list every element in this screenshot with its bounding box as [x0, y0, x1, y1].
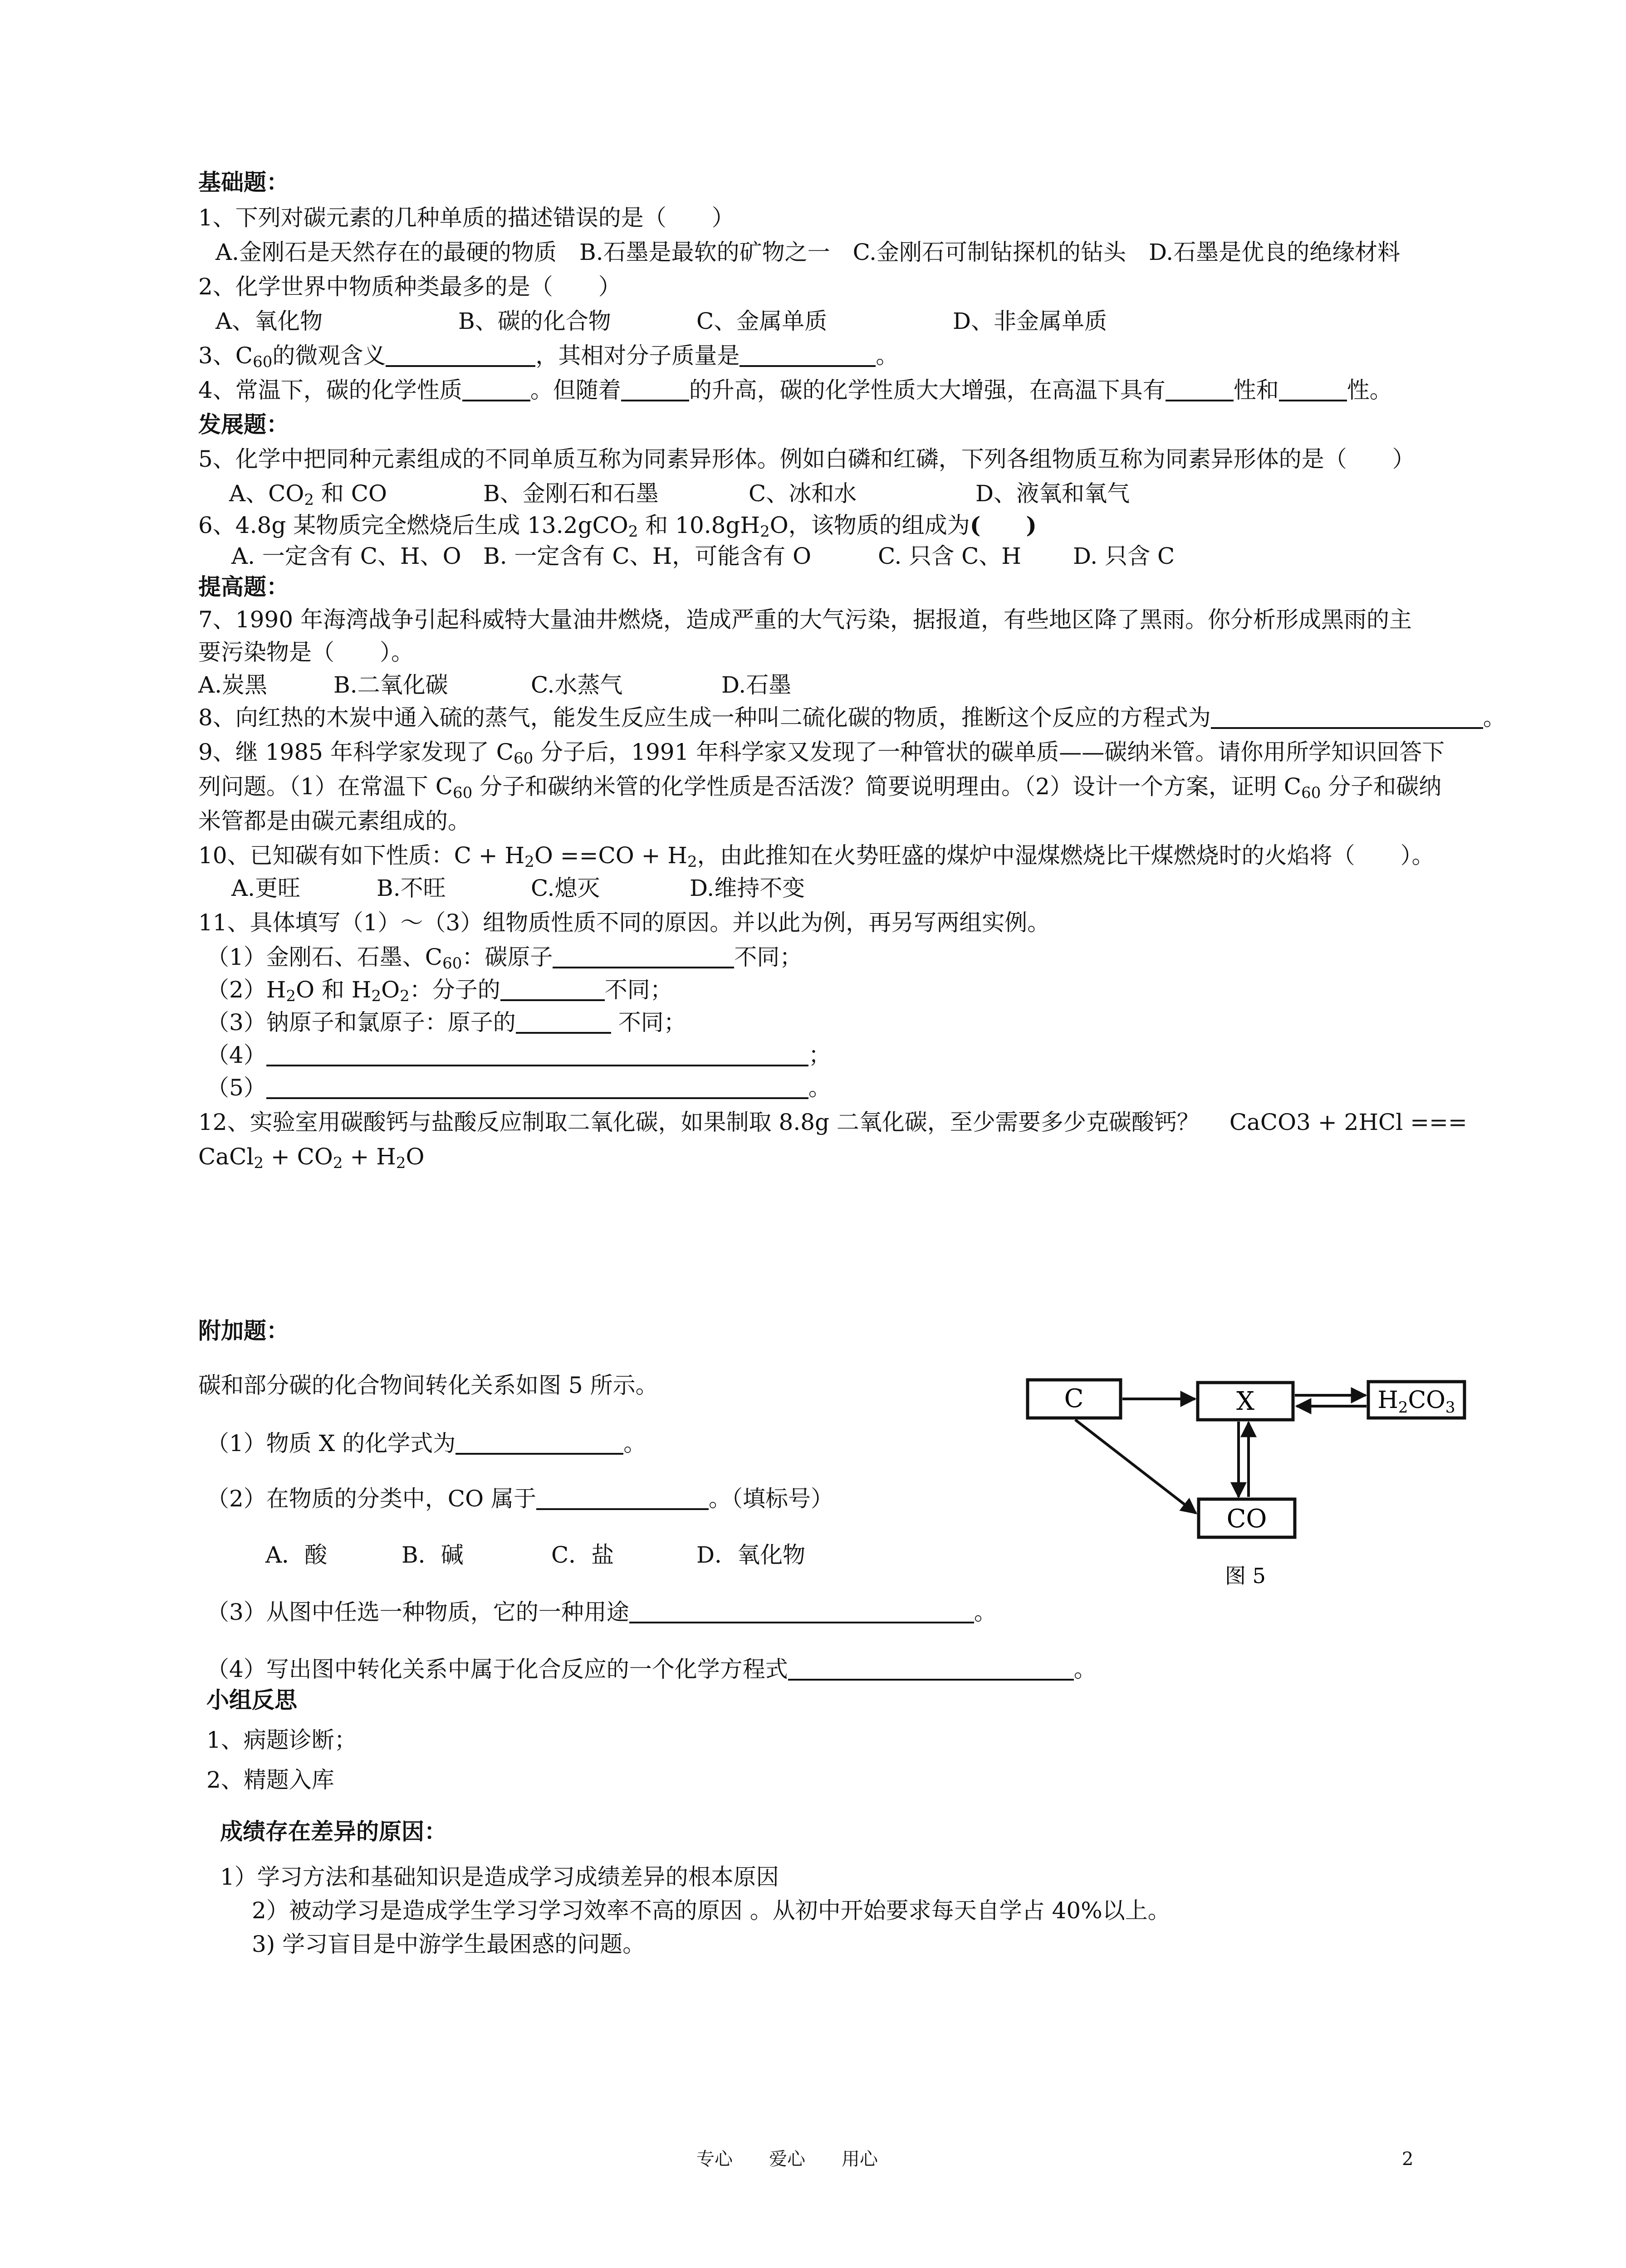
q1-stem: 1、下列对碳元素的几种单质的描述错误的是（ ）	[198, 205, 735, 231]
box-c-label: C	[1064, 1384, 1084, 1413]
q12-line1: 12、实验室用碳酸钙与盐酸反应制取二氧化碳，如果制取 8.8g 二氧化碳，至少需要多少克碳酸钙？ CaCO3 + 2HCl ===	[198, 1109, 1467, 1135]
box-h2co3-label: H2CO3	[1377, 1387, 1455, 1417]
q6-option-d: D. 只含 C	[1073, 543, 1175, 569]
reason-1: 1）学习方法和基础知识是造成学习成绩差异的根本原因	[220, 1864, 779, 1890]
extra-option-c: C．盐	[551, 1542, 614, 1568]
q9-line1: 9、继 1985 年科学家发现了 $C_{60}$ 分子后，1991 年科学家又发现了一种管状的碳单质——碳纳米管。请你用所学知识回答下	[198, 739, 1445, 767]
page-number: 2	[1402, 2149, 1414, 2170]
extra-option-d: D．氧化物	[696, 1542, 806, 1568]
q11-item5: （5） 。	[206, 1075, 831, 1101]
carbon-conversion-diagram	[1012, 1361, 1511, 1615]
q8-line: 8、向红热的木炭中通入硫的蒸气，能发生反应生成一种叫二硫化碳的物质，推断这个反应的方程式为 。	[198, 704, 1506, 731]
reason-3: 3) 学习盲目是中游学生最困惑的问题。	[252, 1931, 646, 1957]
q6-stem: 6、4.8g 某物质完全燃烧后生成 13.2gCO$_2$ 和 $10.8gH_2O$，该物质的组成为( )	[198, 512, 1037, 541]
extra-q2: （2）在物质的分类中，CO 属于 。（填标号）	[206, 1486, 833, 1512]
q5-option-a: A、$CO_2$ 和 CO	[229, 480, 387, 509]
q2-option-a: A、氧化物	[215, 308, 323, 334]
section-basic: 基础题：	[198, 169, 289, 196]
q11-item1: （1）金刚石、石墨、$C_{60}$：碳原子 不同；	[206, 944, 803, 973]
q10-option-a: A.更旺	[231, 875, 301, 901]
q7-option-c: C.水蒸气	[531, 672, 623, 698]
q10-stem: 10、已知碳有如下性质：$C + H_2O ==CO + H_2$，由此推知在火势旺盛的煤炉中湿煤燃烧比干煤燃烧时的火焰将（ ）。	[198, 842, 1435, 871]
q12-line2: CaCl$_2$ + $CO_2 + H_2O$	[198, 1144, 425, 1172]
q11-item4: （4） ；	[206, 1042, 831, 1068]
q7-line1: 7、1990 年海湾战争引起科威特大量油井燃烧，造成严重的大气污染，据报道，有些地区降了黑雨。你分析形成黑雨的主	[198, 606, 1412, 633]
q2-option-c: C、金属单质	[696, 308, 828, 334]
q6-option-b: B. 一定含有 C、H，可能含有 O	[483, 543, 812, 569]
q11-item2: $(2)H_2O$ 和 $H_2O_2$：分子的 不同；	[206, 977, 673, 1005]
reason-2: 2）被动学习是造成学生学习学习效率不高的原因 。从初中开始要求每天自学占 40%以上。	[252, 1897, 1171, 1924]
q7-line2: 要污染物是（ ）。	[198, 639, 414, 665]
extra-option-b: B．碱	[402, 1542, 464, 1568]
q7-option-d: D.石墨	[721, 672, 792, 698]
section-improve: 提高题：	[198, 573, 289, 600]
q1-options: A.金刚石是天然存在的最硬的物质 B.石墨是最软的矿物之一 C.金刚石可制钻探机的钻头 D.石墨是优良的绝缘材料	[215, 239, 1401, 265]
arrow-c-to-co	[1075, 1420, 1196, 1513]
extra-option-a: A．酸	[265, 1542, 328, 1568]
extra-q3: （3）从图中任选一种物质，它的一种用途 。	[206, 1599, 997, 1625]
q5-option-d: D、液氧和氧气	[975, 480, 1130, 507]
q11-item3: （3）钠原子和氯原子：原子的 不同；	[206, 1009, 686, 1036]
extra-q1: （1）物质 X 的化学式为 。	[206, 1430, 646, 1457]
q2-option-b: B、碳的化合物	[458, 308, 611, 334]
q10-option-d: D.维持不变	[690, 875, 805, 901]
section-reflection: 小组反思	[206, 1686, 297, 1713]
q6-option-c: C. 只含 C、H	[878, 543, 1022, 569]
reflection-item-2: 2、精题入库	[206, 1767, 334, 1793]
q5-option-b: B、金刚石和石墨	[483, 480, 659, 507]
extra-q4: （4）写出图中转化关系中属于化合反应的一个化学方程式 。	[206, 1656, 1097, 1682]
extra-intro: 碳和部分碳的化合物间转化关系如图 5 所示。	[198, 1372, 658, 1398]
section-diff-reason: 成绩存在差异的原因：	[220, 1818, 447, 1845]
q10-option-b: B.不旺	[377, 875, 446, 901]
q2-option-d: D、非金属单质	[953, 308, 1107, 334]
section-develop: 发展题：	[198, 411, 289, 438]
q10-option-c: C.熄灭	[531, 875, 600, 901]
q5-stem: 5、化学中把同种元素组成的不同单质互称为同素异形体。例如白磷和红磷，下列各组物质互称为同素异形体的是（ ）	[198, 446, 1415, 472]
q7-option-b: B.二氧化碳	[333, 672, 448, 698]
q7-option-a: A.炭黑	[198, 672, 268, 698]
section-extra: 附加题：	[198, 1317, 289, 1344]
box-co-label: CO	[1226, 1504, 1267, 1534]
q6-option-a: A. 一定含有 C、H、O	[231, 543, 461, 569]
figure-caption: 图 5	[1225, 1564, 1266, 1588]
q2-stem: 2、化学世界中物质种类最多的是（ ）	[198, 274, 621, 300]
q9-line2: 列问题。（1）在常温下 $C_{60}$ 分子和碳纳米管的化学性质是否活泼？简要说明理由。（2）设计一个方案，证明 $C_{60}$ 分子和碳纳	[198, 773, 1442, 802]
q5-option-c: C、冰和水	[749, 480, 857, 507]
footer-motto: 专心 爱心 用心	[696, 2149, 878, 2170]
q9-line3: 米管都是由碳元素组成的。	[198, 808, 470, 834]
q3-line: 3、$C_{60}$的微观含义 ，其相对分子质量是 。	[198, 342, 899, 371]
box-x-label: X	[1236, 1387, 1254, 1416]
reflection-item-1: 1、病题诊断；	[206, 1727, 357, 1753]
q4-line: 4、常温下，碳的化学性质 。但随着 的升高，碳的化学性质大大增强，在高温下具有 性和 性。	[198, 377, 1392, 403]
q11-stem: 11、具体填写（1）～（3）组物质性质不同的原因。并以此为例，再另写两组实例。	[198, 909, 1050, 936]
